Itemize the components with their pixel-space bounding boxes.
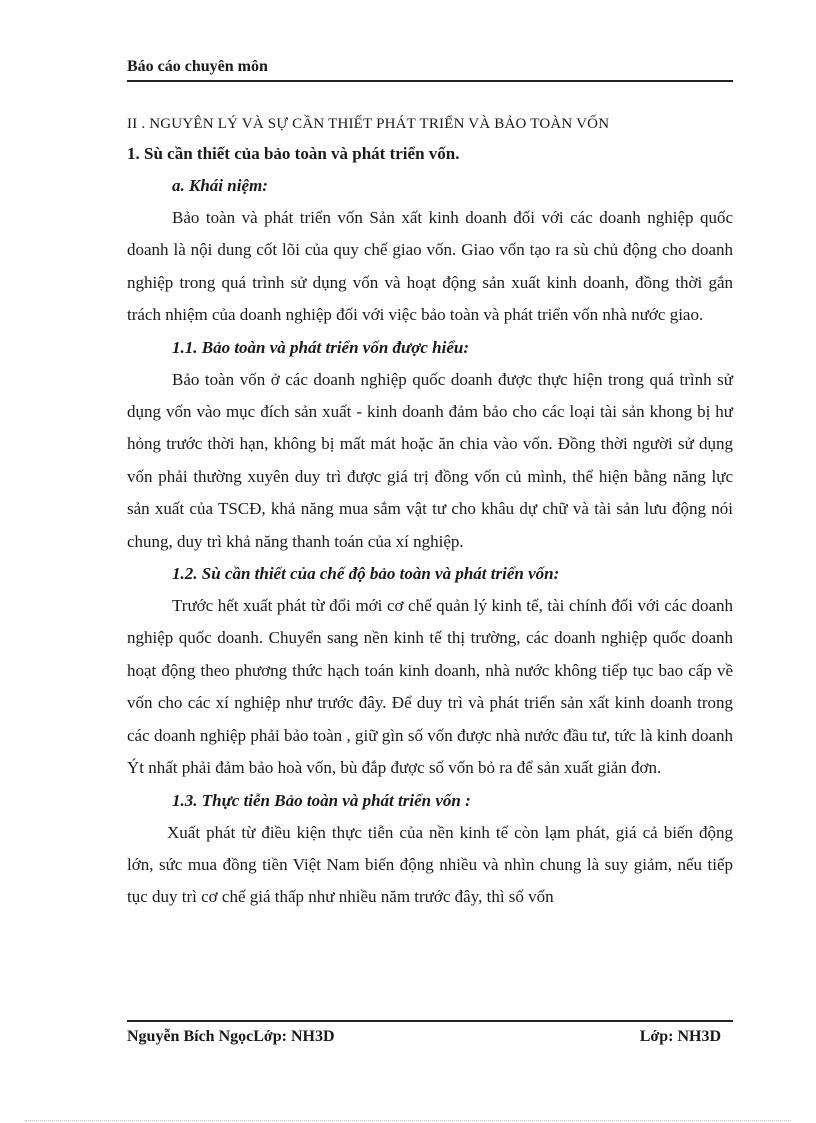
paragraph-a: Bảo toàn và phát triển vốn Sản xất kinh doanh đối với các doanh nghiệp quốc doanh là nội dung cốt lõi của quy chế giao vốn. Giao vốn tạo ra sù chủ động cho doanh nghiệp trong quá trình sử dụng vốn và hoạt động sản xuất kinh doanh, đồng thời gắn trách nhiệm của doanh nghiệp đối với việc bảo toàn và phát triển vốn nhà nước giao.: [127, 208, 733, 325]
paragraph-1-2: Trước hết xuất phát từ đổi mới cơ chế quản lý kinh tế, tài chính đối với các doanh nghiệp quốc doanh. Chuyển sang nền kinh tế thị trường, các doanh nghiệp quốc doanh hoạt động theo phương thức hạch toán kinh doanh, nhà nước không tiếp tục bao cấp về vốn cho các xí nghiệp như trước đây. Để duy trì và phát triển sản xất kinh doanh trong các doanh nghiệp phải bảo toàn , giữ gìn số vốn được nhà nước đầu tư, tức là kinh doanh Ýt nhất phải đảm bảo hoà vốn, bù đắp được số vốn bỏ ra để sản xuất giản đơn.: [127, 596, 733, 778]
page-header: [127, 58, 733, 82]
heading-1-2: 1.2. Sù cần thiết của chế độ bảo toàn và phát triển vốn:: [172, 564, 560, 584]
heading-1-1: 1.1. Bảo toàn và phát triển vốn được hiểu:: [172, 337, 469, 357]
heading-1: 1. Sù cần thiết của bảo toàn và phát triển vốn.: [127, 144, 460, 163]
page-footer: [127, 1020, 733, 1046]
heading-1-3: 1.3. Thực tiễn Bảo toàn và phát triển vốn :: [172, 790, 471, 810]
heading-a: a. Khái niệm:: [172, 176, 268, 195]
section-title: II . NGUYÊN LÝ VÀ SỰ CẦN THIẾT PHÁT TRIỂN VÀ BẢO TOÀN VỐN: [127, 116, 610, 132]
footer-author: Nguyễn Bích NgọcLớp: NH3D: [127, 1028, 335, 1045]
page-edge-divider: [25, 1120, 791, 1121]
paragraph-1-3: Xuất phát từ điều kiện thực tiễn của nền kinh tế còn lạm phát, giá cả biến động lớn, sức mua đồng tiền Việt Nam biến động nhiều và nhìn chung là suy giảm, nếu tiếp tục duy trì cơ chế giá thấp như nhiều năm trước đây, thì số vốn: [127, 822, 733, 907]
paragraph-1-1: Bảo toàn vốn ở các doanh nghiệp quốc doanh được thực hiện trong quá trình sử dụng vốn vào mục đích sản xuất - kinh doanh đảm bảo cho các loại tài sản khong bị hư hỏng trước thời hạn, không bị mất mát hoặc ăn chia vào vốn. Đồng thời người sử dụng vốn phải thường xuyên duy trì được giá trị đồng vốn củ mình, thể hiện bằng năng lực sản xuất của TSCĐ, khả năng mua sắm vật tư cho khâu dự chữ và tài sản lưu động nói chung, duy trì khả năng thanh toán của xí nghiệp.: [127, 369, 733, 551]
document-body: [127, 110, 733, 914]
header-title: Báo cáo chuyên môn: [127, 58, 268, 75]
footer-class: Lớp: NH3D: [639, 1028, 721, 1045]
